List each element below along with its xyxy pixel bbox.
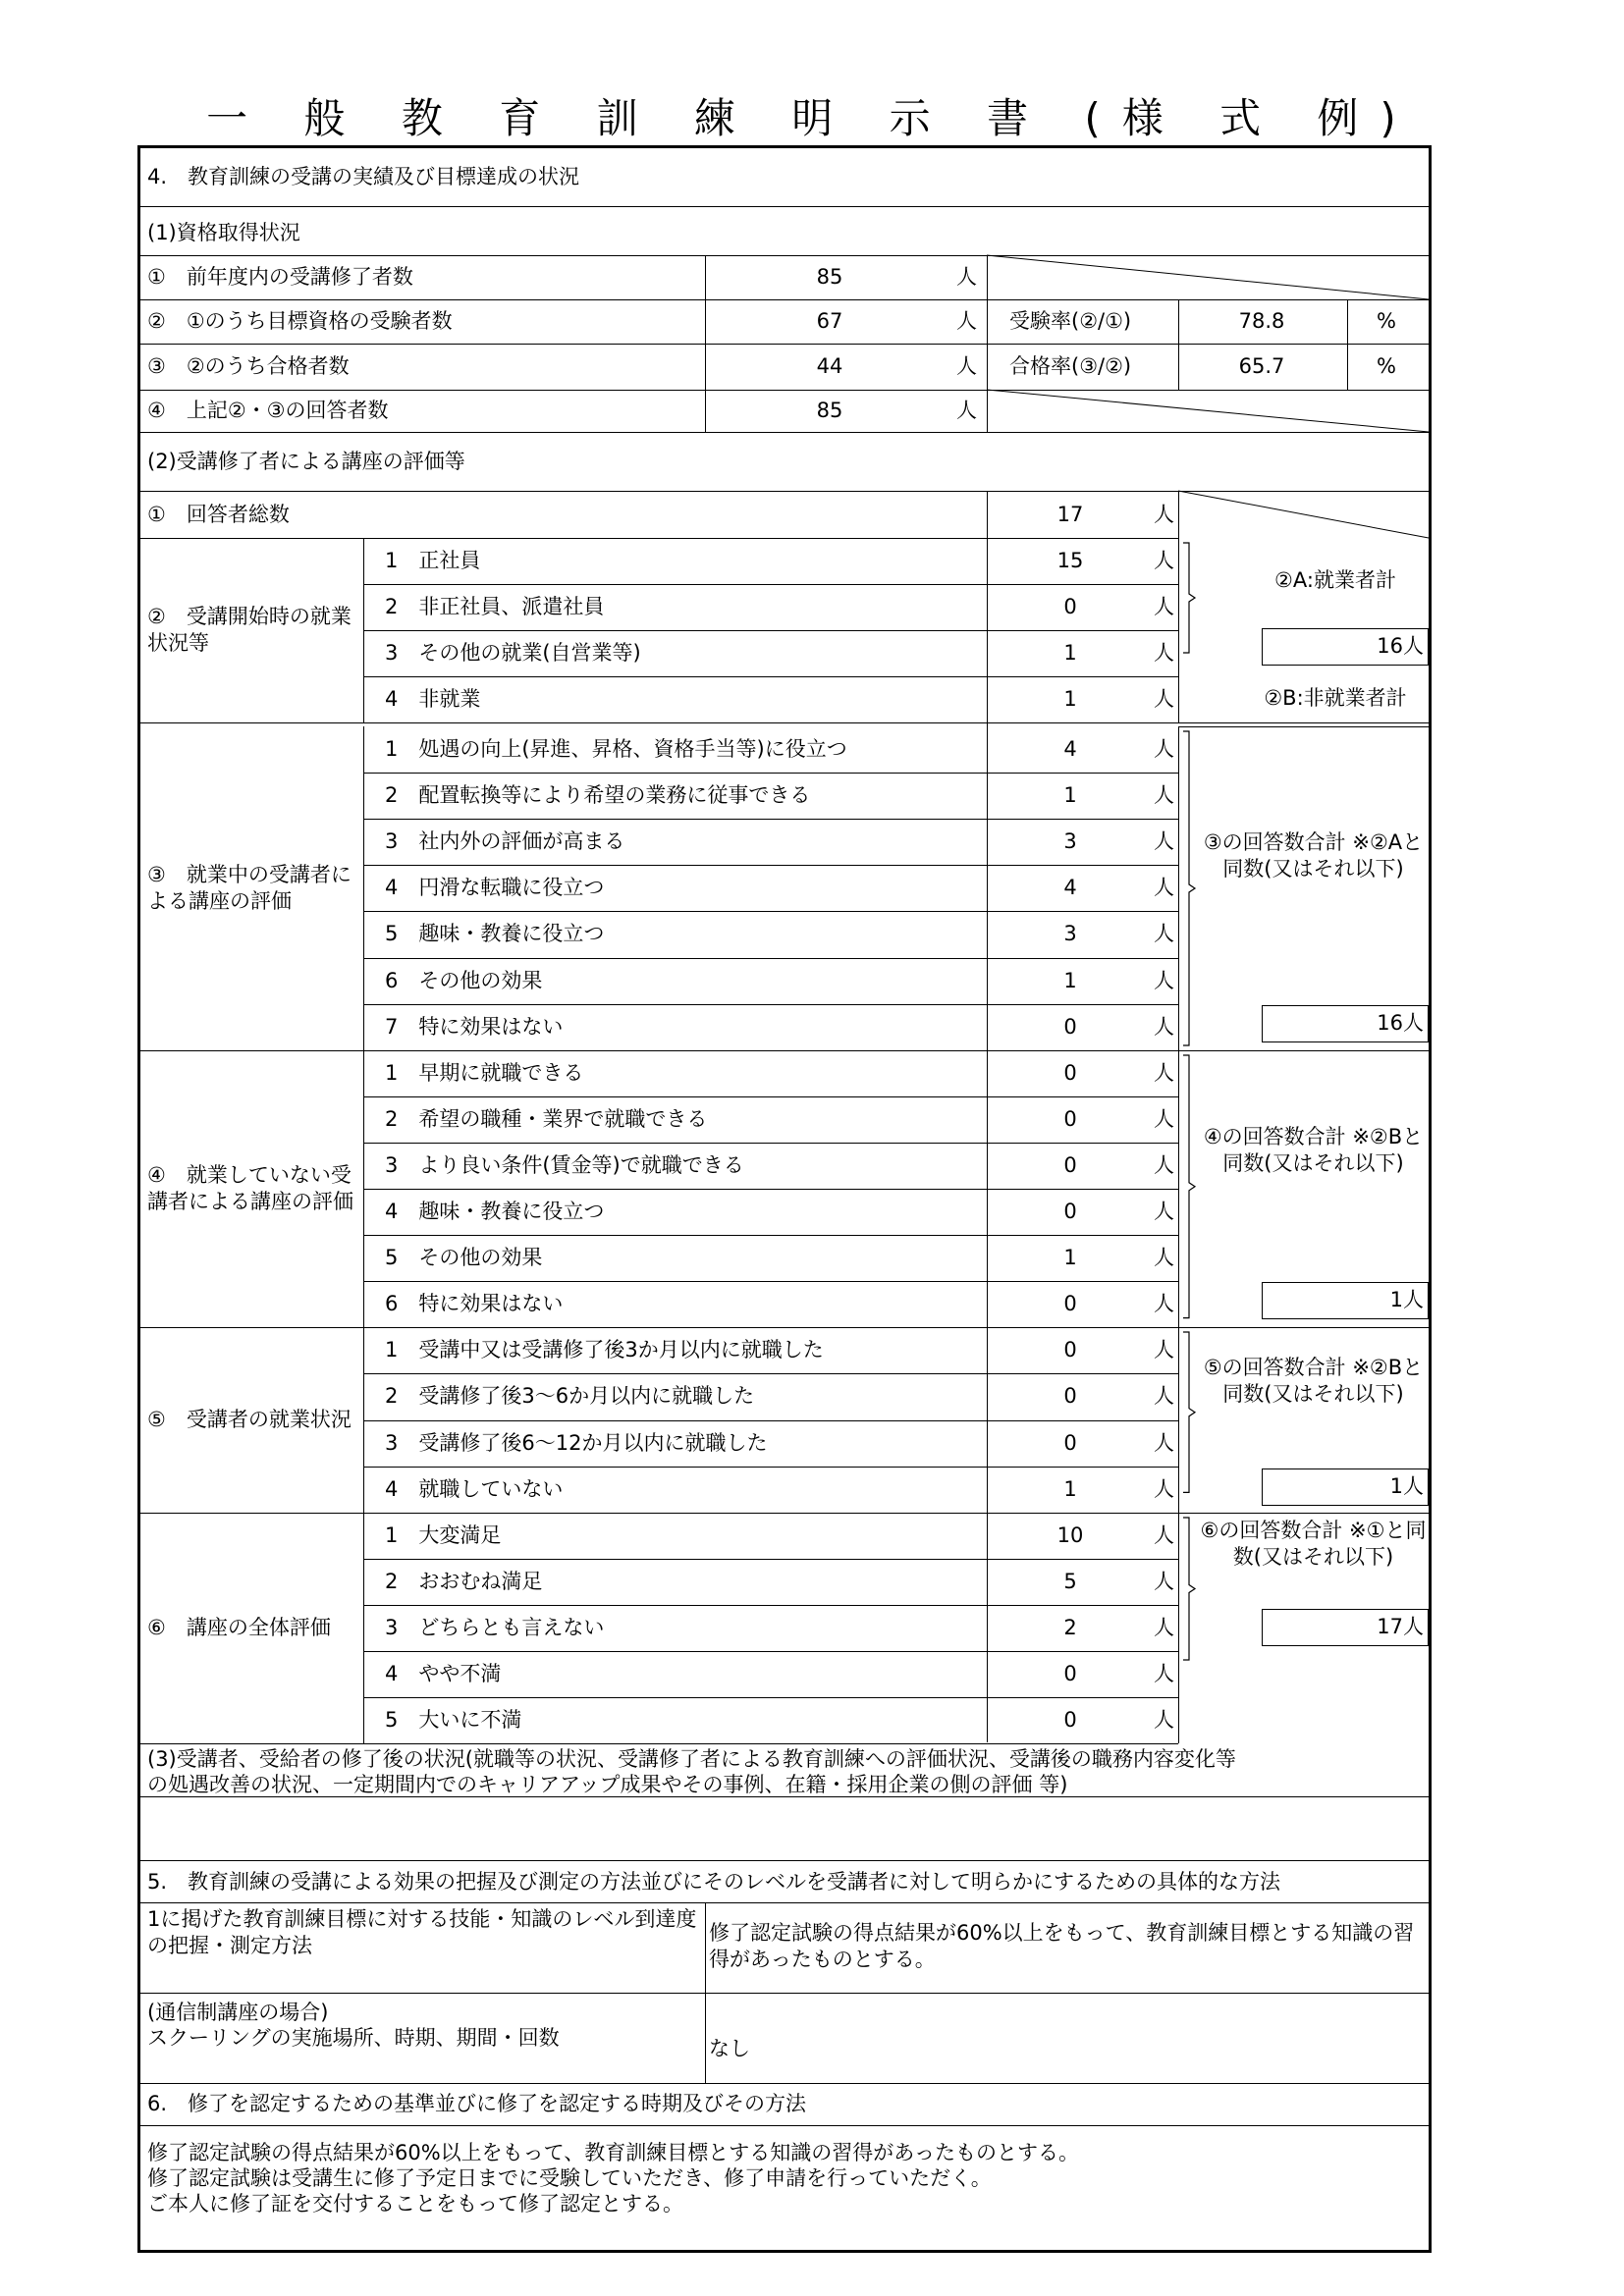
item-value: 2 [1063, 1615, 1077, 1639]
item-value: 0 [1063, 1106, 1077, 1131]
item-unit: 人 [1154, 1106, 1174, 1131]
rule-line [363, 726, 364, 1050]
section-4-3-heading-cont: の処遇改善の状況、一定期間内でのキャリアアップ成果やその事例、在籍・採用企業の側の評価 等) [147, 1772, 1068, 1796]
item-label: 6 特に効果はない [385, 1292, 564, 1316]
qual-row-unit: 人 [956, 399, 977, 422]
qual-rate-label: 合格率(③/②) [1009, 354, 1132, 378]
item-value: 0 [1063, 1662, 1077, 1686]
item-unit: 人 [1154, 641, 1174, 666]
item-label: 5 大いに不満 [385, 1708, 522, 1733]
rule-line [1178, 538, 1179, 722]
item-value: 1 [1063, 968, 1077, 992]
item-unit: 人 [1154, 1384, 1174, 1409]
item-value: 1 [1063, 687, 1077, 712]
item-unit: 人 [1154, 829, 1174, 854]
item-value: 0 [1063, 1708, 1077, 1733]
diagonal-strike [987, 390, 1429, 432]
item-label: 1 処遇の向上(昇進、昇格、資格手当等)に役立つ [385, 737, 847, 762]
rule-line [363, 1513, 364, 1744]
group-note: ②B:非就業者計 [1264, 686, 1407, 710]
item-unit: 人 [1154, 876, 1174, 900]
item-label: 5 趣味・教養に役立つ [385, 922, 605, 946]
item-unit: 人 [1154, 1615, 1174, 1639]
rule-line [1178, 1327, 1429, 1328]
qual-row-unit: 人 [956, 309, 977, 333]
item-value: 4 [1063, 737, 1077, 762]
diagonal-strike [987, 255, 1429, 299]
qual-row-value: 85 [816, 265, 843, 289]
employed-evaluation-group-label: ③ 就業中の受講者による講座の評価 [147, 862, 352, 913]
qual-row-label: ① 前年度内の受講修了者数 [147, 265, 413, 289]
section-4-3-heading: (3)受講者、受給者の修了後の状況(就職等の状況、受講修了者による教育訓練への評価状況、受講後の職務内容変化等 [147, 1746, 1236, 1771]
qual-row-value: 67 [816, 309, 843, 333]
item-unit: 人 [1154, 922, 1174, 946]
item-value: 5 [1063, 1569, 1077, 1593]
qual-rate-label: 受験率(②/①) [1009, 309, 1132, 333]
unemployed-evaluation-group-label: ④ 就業していない受講者による講座の評価 [147, 1163, 353, 1213]
item-value: 1 [1063, 1476, 1077, 1501]
item-unit: 人 [1154, 1014, 1174, 1039]
rule-line [140, 722, 1429, 723]
qual-row-value: 44 [816, 354, 843, 378]
total-label: ① 回答者総数 [147, 502, 290, 526]
group-total-box: 1人 [1262, 1282, 1429, 1319]
item-label: 4 非就業 [385, 687, 481, 712]
item-value: 0 [1063, 1292, 1077, 1316]
rule-line [140, 2125, 1429, 2126]
qual-row-value: 85 [816, 399, 843, 422]
item-unit: 人 [1154, 968, 1174, 992]
item-value: 0 [1063, 1200, 1077, 1224]
rule-line [140, 432, 1429, 433]
measure-method-label: 1に掲げた教育訓練目標に対する技能・知識のレベル到達度の把握・測定方法 [147, 1907, 697, 1957]
schooling-label-1: (通信制講座の場合) [147, 2000, 329, 2024]
overall-evaluation-group-label: ⑥ 講座の全体評価 [147, 1615, 331, 1639]
qual-rate-value: 78.8 [1238, 309, 1285, 333]
section-6-heading: 6. 修了を認定するための基準並びに修了を認定する時期及びその方法 [147, 2091, 807, 2115]
qual-rate-pct: % [1377, 354, 1396, 378]
group-total-box: 16人 [1262, 1005, 1429, 1042]
item-label: 2 おおむね満足 [385, 1569, 543, 1593]
item-label: 1 早期に就職できる [385, 1060, 584, 1085]
training-disclosure-form [137, 145, 1432, 2253]
qual-row-unit: 人 [956, 354, 977, 378]
item-label: 3 より良い条件(賃金等)で就職できる [385, 1152, 744, 1177]
section-4-2-heading: (2)受講修了者による講座の評価等 [147, 449, 465, 473]
qual-rate-value: 65.7 [1238, 354, 1285, 378]
group-note: ⑥の回答数合計 ※①と同数(又はそれ以下) [1200, 1518, 1427, 1569]
rule-line [1347, 299, 1348, 390]
item-value: 0 [1063, 1338, 1077, 1362]
diagonal-strike [1178, 491, 1429, 538]
bracket-icon [1183, 543, 1203, 653]
item-unit: 人 [1154, 1569, 1174, 1593]
item-unit: 人 [1154, 783, 1174, 808]
item-value: 4 [1063, 876, 1077, 900]
bracket-icon [1183, 731, 1203, 1045]
section-4-heading: 4. 教育訓練の受講の実績及び目標達成の状況 [147, 164, 580, 188]
completion-line: 修了認定試験の得点結果が60%以上をもって、教育訓練目標とする知識の習得があったものとする。 [147, 2140, 1080, 2164]
bracket-icon [1183, 1055, 1203, 1318]
qual-rate-pct: % [1377, 309, 1396, 333]
item-unit: 人 [1154, 1662, 1174, 1686]
item-value: 1 [1063, 1246, 1077, 1270]
group-total-box: 16人 [1262, 628, 1429, 666]
rule-line [140, 2083, 1429, 2084]
measure-method-value: 修了認定試験の得点結果が60%以上をもって、教育訓練目標とする知識の習得があったものとする。 [709, 1921, 1415, 1971]
item-label: 3 受講修了後6～12か月以内に就職した [385, 1430, 768, 1455]
item-unit: 人 [1154, 1476, 1174, 1501]
item-unit: 人 [1154, 1430, 1174, 1455]
qual-row-label: ④ 上記②・③の回答者数 [147, 399, 389, 422]
section-4-1-heading: (1)資格取得状況 [147, 220, 300, 244]
section-5-heading: 5. 教育訓練の受講による効果の把握及び測定の方法並びにそのレベルを受講者に対して明らかにするための具体的な方法 [147, 1869, 1281, 1894]
item-label: 3 その他の就業(自営業等) [385, 641, 641, 666]
item-label: 2 非正社員、派遣社員 [385, 595, 605, 619]
item-unit: 人 [1154, 1292, 1174, 1316]
completion-line: ご本人に修了証を交付することをもって修了認定とする。 [147, 2191, 683, 2216]
item-label: 6 その他の効果 [385, 968, 543, 992]
rule-line [1178, 299, 1179, 390]
rule-line [1178, 1327, 1179, 1512]
item-unit: 人 [1154, 1246, 1174, 1270]
rule-line [1429, 491, 1430, 1743]
item-label: 3 どちらとも言えない [385, 1615, 605, 1639]
group-note: ②A:就業者計 [1274, 568, 1396, 592]
rule-line [140, 206, 1429, 207]
group-note: ③の回答数合計 ※②Aと同数(又はそれ以下) [1203, 830, 1424, 881]
item-unit: 人 [1154, 1060, 1174, 1085]
completion-line: 修了認定試験は受講生に修了予定日までに受験していただき、修了申請を行っていただく。 [147, 2165, 992, 2190]
rule-line [140, 1796, 1429, 1797]
item-unit: 人 [1154, 549, 1174, 573]
item-unit: 人 [1154, 1200, 1174, 1224]
employment-status-group-label: ② 受講開始時の就業状況等 [147, 605, 352, 656]
rule-line [705, 255, 706, 432]
group-note: ④の回答数合計 ※②Bと同数(又はそれ以下) [1203, 1124, 1424, 1175]
schooling-label-2: スクーリングの実施場所、時期、期間・回数 [147, 2025, 560, 2050]
item-value: 1 [1063, 641, 1077, 666]
qual-row-unit: 人 [956, 265, 977, 289]
rule-line [1178, 726, 1179, 1050]
item-label: 4 円滑な転職に役立つ [385, 876, 605, 900]
rule-line [140, 1993, 1429, 1994]
rule-line [1178, 1050, 1179, 1328]
item-unit: 人 [1154, 1152, 1174, 1177]
rule-line [140, 1743, 1178, 1744]
item-unit: 人 [1154, 737, 1174, 762]
group-note: ⑤の回答数合計 ※②Bと同数(又はそれ以下) [1203, 1356, 1424, 1407]
item-label: 4 就職していない [385, 1476, 564, 1501]
group-total-box: 1人 [1262, 1468, 1429, 1506]
qual-row-label: ③ ②のうち合格者数 [147, 354, 350, 378]
rule-line [1178, 1513, 1179, 1744]
item-value: 0 [1063, 1152, 1077, 1177]
rule-line [1178, 726, 1429, 727]
item-value: 3 [1063, 829, 1077, 854]
item-label: 2 希望の職種・業界で就職できる [385, 1106, 708, 1131]
group-total-box: 17人 [1262, 1609, 1429, 1646]
item-label: 5 その他の効果 [385, 1246, 543, 1270]
schooling-value: なし [709, 2036, 750, 2060]
item-label: 3 社内外の評価が高まる [385, 829, 625, 854]
item-label: 2 配置転換等により希望の業務に従事できる [385, 783, 811, 808]
section-4-3-content [147, 1798, 1424, 1857]
rule-line [140, 1860, 1429, 1861]
item-value: 10 [1056, 1522, 1084, 1547]
employment-result-group-label: ⑤ 受講者の就業状況 [147, 1408, 352, 1431]
total-value: 17 [1056, 502, 1084, 526]
item-label: 4 趣味・教養に役立つ [385, 1200, 605, 1224]
item-unit: 人 [1154, 1522, 1174, 1547]
rule-line [1178, 1050, 1429, 1051]
item-unit: 人 [1154, 1708, 1174, 1733]
item-unit: 人 [1154, 687, 1174, 712]
total-unit: 人 [1154, 502, 1174, 526]
item-label: 1 正社員 [385, 549, 481, 573]
rule-line [140, 1902, 1429, 1903]
item-label: 1 受講中又は受講修了後3か月以内に就職した [385, 1338, 824, 1362]
item-value: 1 [1063, 783, 1077, 808]
item-value: 15 [1056, 549, 1084, 573]
item-unit: 人 [1154, 1338, 1174, 1362]
qual-row-label: ② ①のうち目標資格の受験者数 [147, 309, 453, 333]
item-value: 0 [1063, 1060, 1077, 1085]
item-value: 0 [1063, 595, 1077, 619]
item-label: 2 受講修了後3～6か月以内に就職した [385, 1384, 755, 1409]
page-title: 一 般 教 育 訓 練 明 示 書 (様 式 例) [206, 94, 1418, 142]
item-label: 7 特に効果はない [385, 1014, 564, 1039]
item-label: 4 やや不満 [385, 1662, 502, 1686]
item-unit: 人 [1154, 595, 1174, 619]
item-value: 0 [1063, 1014, 1077, 1039]
item-value: 0 [1063, 1384, 1077, 1409]
rule-line [1178, 1513, 1429, 1514]
item-label: 1 大変満足 [385, 1522, 502, 1547]
item-value: 0 [1063, 1430, 1077, 1455]
item-value: 3 [1063, 922, 1077, 946]
